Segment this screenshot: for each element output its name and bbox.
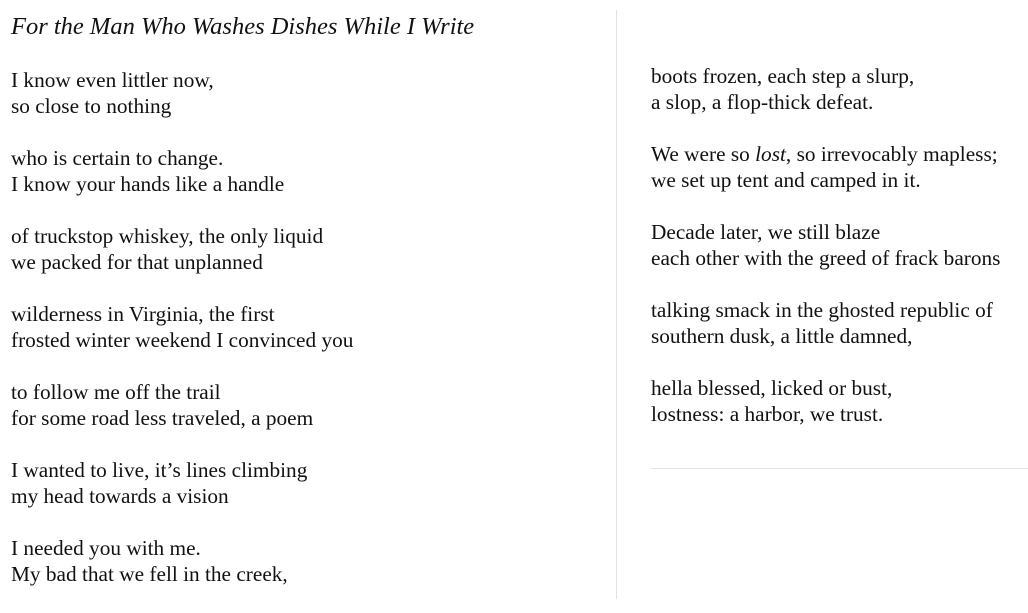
poem-title: For the Man Who Washes Dishes While I Write <box>11 13 475 40</box>
poem-line: for some road less traveled, a poem <box>11 406 314 430</box>
poem-line-with-emphasis <box>651 141 1028 167</box>
poem-line: a slop, a flop-thick defeat. <box>651 90 874 114</box>
poem-line: to follow me off the trail <box>11 380 221 404</box>
line-text-before: We were so <box>651 142 756 166</box>
poem-line: my head towards a vision <box>11 484 229 508</box>
poem-line: I know your hands like a handle <box>11 172 285 196</box>
poem-line: so close to nothing <box>11 94 172 118</box>
poem-line: boots frozen, each step a slurp, <box>651 64 915 88</box>
poem-line: who is certain to change. <box>11 146 224 170</box>
stanza-6 <box>11 457 601 509</box>
poem-line: hella blessed, licked or bust, <box>651 376 893 400</box>
poem-line: each other with the greed of frack barons <box>651 246 1001 270</box>
stanza-1 <box>11 67 601 119</box>
stanza-7 <box>11 535 601 587</box>
right-column <box>651 63 1028 453</box>
poem-line: lostness: a harbor, we trust. <box>651 402 884 426</box>
left-column <box>11 12 601 613</box>
poem-line: we set up tent and camped in it. <box>651 168 921 192</box>
poem-line: we packed for that unplanned <box>11 250 263 274</box>
poem-line: I know even littler now, <box>11 68 214 92</box>
stanza-10 <box>651 219 1028 271</box>
poem-line: of truckstop whiskey, the only liquid <box>11 224 324 248</box>
poem-line: My bad that we fell in the creek, <box>11 562 288 586</box>
section-divider <box>651 468 1028 469</box>
stanza-8 <box>651 63 1028 115</box>
poem-line: I needed you with me. <box>11 536 201 560</box>
column-divider <box>616 10 617 599</box>
poem-line: talking smack in the ghosted republic of <box>651 298 993 322</box>
poem-line: frosted winter weekend I convinced you <box>11 328 354 352</box>
stanza-3 <box>11 223 601 275</box>
emphasized-word: lost <box>755 142 786 166</box>
stanza-2 <box>11 145 601 197</box>
stanza-5 <box>11 379 601 431</box>
poem-line: wilderness in Virginia, the first <box>11 302 275 326</box>
poem-line: I wanted to live, it’s lines climbing <box>11 458 308 482</box>
line-text-after: , so irrevocably mapless; <box>785 142 998 166</box>
poem-line: Decade later, we still blaze <box>651 220 881 244</box>
stanza-11 <box>651 297 1028 349</box>
stanza-9 <box>651 141 1028 193</box>
poem-line: southern dusk, a little damned, <box>651 324 913 348</box>
stanza-12 <box>651 375 1028 427</box>
stanza-4 <box>11 301 601 353</box>
